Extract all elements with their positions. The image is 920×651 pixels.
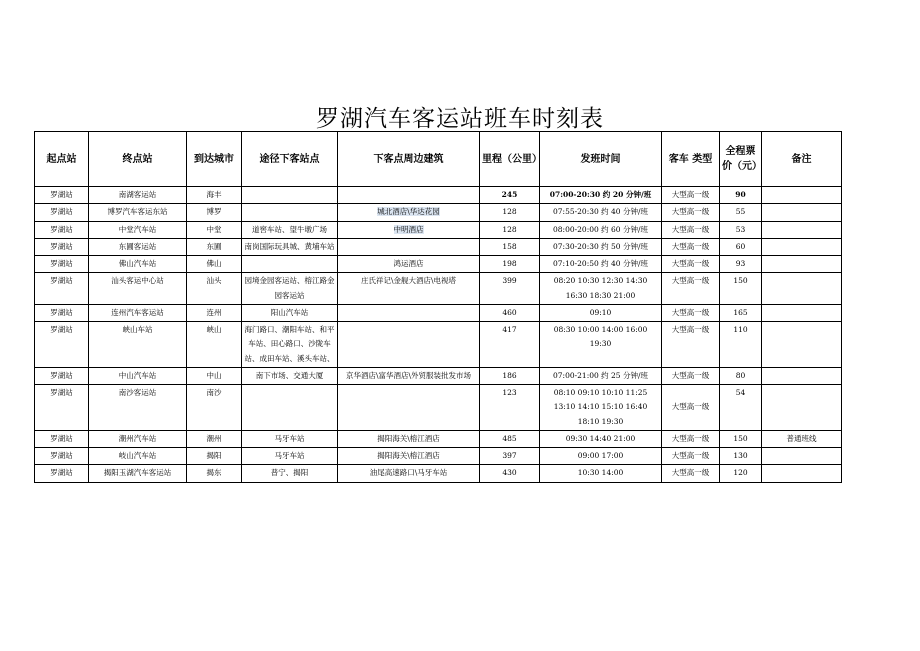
- cell-note: [762, 465, 842, 482]
- cell-distance: 128: [480, 221, 540, 238]
- cell-times: 09:10: [540, 304, 662, 321]
- cell-terminal: 博罗汽车客运东站: [89, 204, 187, 221]
- cell-city: 汕头: [187, 273, 242, 305]
- cell-distance: 397: [480, 448, 540, 465]
- table-row: [35, 304, 842, 321]
- cell-via: [242, 385, 338, 431]
- cell-city: 连州: [187, 304, 242, 321]
- cell-nearby: [338, 322, 480, 368]
- cell-note: [762, 385, 842, 431]
- cell-start: 罗湖站: [35, 204, 89, 221]
- header-row: [35, 132, 842, 187]
- cell-start: 罗湖站: [35, 385, 89, 431]
- table-row: [35, 187, 842, 204]
- cell-note: 普通班线: [762, 430, 842, 447]
- cell-city: 博罗: [187, 204, 242, 221]
- schedule-table: [34, 131, 842, 483]
- cell-terminal: 南沙客运站: [89, 385, 187, 431]
- cell-terminal: 东圃客运站: [89, 238, 187, 255]
- cell-terminal: 中堂汽车站: [89, 221, 187, 238]
- cell-price: 120: [720, 465, 762, 482]
- table-row: [35, 322, 842, 368]
- table-row: [35, 273, 842, 305]
- cell-price: 130: [720, 448, 762, 465]
- cell-terminal: 峡山车站: [89, 322, 187, 368]
- col-header-distance: 里程（公里）: [480, 132, 540, 187]
- cell-nearby: [338, 273, 480, 305]
- cell-price: 150: [720, 430, 762, 447]
- cell-distance: 485: [480, 430, 540, 447]
- col-header-price: 全程票价（元）: [720, 132, 762, 187]
- cell-price: 80: [720, 367, 762, 384]
- cell-nearby: [338, 367, 480, 384]
- cell-note: [762, 256, 842, 273]
- cell-distance: 158: [480, 238, 540, 255]
- col-header-bus-type: 客车 类型: [662, 132, 720, 187]
- cell-nearby: 鸿运酒店: [338, 256, 480, 273]
- cell-price: 110: [720, 322, 762, 368]
- cell-bus-type: 大型高一级: [662, 221, 720, 238]
- cell-nearby: [338, 221, 480, 238]
- cell-via: 普宁、揭阳: [242, 465, 338, 482]
- cell-price: 150: [720, 273, 762, 305]
- cell-start: 罗湖站: [35, 448, 89, 465]
- cell-start: 罗湖站: [35, 304, 89, 321]
- cell-note: [762, 367, 842, 384]
- col-header-start: 起点站: [35, 132, 89, 187]
- cell-bus-type: 大型高一级: [662, 385, 720, 431]
- cell-times: 08:10 09:10 10:10 11:25 13:10 14:10 15:10 16:40 18:10 19:30: [540, 385, 662, 431]
- cell-times: 07:30-20:30 约 50 分钟/班: [540, 238, 662, 255]
- cell-via: 道窖车站、望牛墩广场: [242, 221, 338, 238]
- cell-city: 峡山: [187, 322, 242, 368]
- cell-note: [762, 273, 842, 305]
- col-header-city: 到达城市: [187, 132, 242, 187]
- cell-via: 南下市场、交通大厦: [242, 367, 338, 384]
- cell-nearby: [338, 187, 480, 204]
- cell-nearby: [338, 448, 480, 465]
- cell-bus-type: 大型高一级: [662, 367, 720, 384]
- cell-start: 罗湖站: [35, 367, 89, 384]
- cell-note: [762, 322, 842, 368]
- cell-times: 07:00-21:00 约 25 分钟/班: [540, 367, 662, 384]
- col-header-nearby: 下客点周边建筑: [338, 132, 480, 187]
- cell-terminal: 潮州汽车站: [89, 430, 187, 447]
- cell-nearby: [338, 385, 480, 431]
- cell-bus-type: 大型高一级: [662, 465, 720, 482]
- cell-start: 罗湖站: [35, 273, 89, 305]
- cell-start: 罗湖站: [35, 465, 89, 482]
- cell-distance: 430: [480, 465, 540, 482]
- cell-city: 南沙: [187, 385, 242, 431]
- cell-bus-type: 大型高一级: [662, 256, 720, 273]
- cell-terminal: 中山汽车站: [89, 367, 187, 384]
- cell-via: 马牙车站: [242, 448, 338, 465]
- cell-terminal: 连州汽车客运站: [89, 304, 187, 321]
- cell-city: 中山: [187, 367, 242, 384]
- cell-via: 海门路口、潮阳车站、和平车站、田心路口、沙陇车站、成田车站、溪头车站、: [242, 322, 338, 368]
- cell-price: 60: [720, 238, 762, 255]
- cell-distance: 128: [480, 204, 540, 221]
- cell-bus-type: 大型高一级: [662, 448, 720, 465]
- cell-via: 南岗国际玩具城、黄埔车站: [242, 238, 338, 255]
- cell-start: 罗湖站: [35, 238, 89, 255]
- highlighted-text: 庄氏祥记\金舰大酒店\电视塔: [360, 276, 457, 286]
- cell-bus-type: 大型高一级: [662, 430, 720, 447]
- cell-city: 中堂: [187, 221, 242, 238]
- highlighted-text: 揭阳海关\榕江酒店: [377, 451, 440, 460]
- cell-times: 07:00-20:30 约 20 分钟/班: [540, 187, 662, 204]
- cell-nearby: [338, 430, 480, 447]
- cell-via: 马牙车站: [242, 430, 338, 447]
- cell-price: 93: [720, 256, 762, 273]
- table-row: [35, 221, 842, 238]
- cell-price: 54: [720, 385, 762, 431]
- cell-terminal: 岐山汽车站: [89, 448, 187, 465]
- cell-times: 08:30 10:00 14:00 16:00 19:30: [540, 322, 662, 368]
- cell-note: [762, 448, 842, 465]
- cell-times: 07:10-20:50 约 40 分钟/班: [540, 256, 662, 273]
- cell-via: 园境金园客运站、榕江路金园客运站: [242, 273, 338, 305]
- cell-start: 罗湖站: [35, 221, 89, 238]
- table-row: [35, 256, 842, 273]
- col-header-note: 备注: [762, 132, 842, 187]
- cell-note: [762, 187, 842, 204]
- cell-via: 阳山汽车站: [242, 304, 338, 321]
- cell-distance: 417: [480, 322, 540, 368]
- cell-start: 罗湖站: [35, 322, 89, 368]
- page-title: 罗湖汽车客运站班车时刻表: [316, 106, 604, 132]
- cell-city: 揭阳: [187, 448, 242, 465]
- cell-nearby: [338, 204, 480, 221]
- cell-note: [762, 304, 842, 321]
- cell-terminal: 揭阳玉湖汽车客运站: [89, 465, 187, 482]
- highlighted-text: 京华酒店\富华酒店\外贸服装批发市场: [345, 370, 472, 380]
- cell-note: [762, 221, 842, 238]
- cell-bus-type: 大型高一级: [662, 273, 720, 305]
- cell-via: [242, 256, 338, 273]
- cell-price: 165: [720, 304, 762, 321]
- cell-note: [762, 238, 842, 255]
- highlighted-text: 中明酒店: [393, 224, 424, 234]
- cell-via: [242, 204, 338, 221]
- cell-times: 10:30 14:00: [540, 465, 662, 482]
- cell-city: 佛山: [187, 256, 242, 273]
- cell-city: 揭东: [187, 465, 242, 482]
- table-row: [35, 204, 842, 221]
- highlighted-text: 城北酒店\华达花园: [377, 207, 440, 217]
- cell-distance: 245: [480, 187, 540, 204]
- cell-city: 东圃: [187, 238, 242, 255]
- cell-nearby: [338, 304, 480, 321]
- table-row: [35, 448, 842, 465]
- col-header-via: 途径下客站点: [242, 132, 338, 187]
- cell-price: 90: [720, 187, 762, 204]
- cell-terminal: 南湖客运站: [89, 187, 187, 204]
- cell-times: 08:00-20:00 约 60 分钟/班: [540, 221, 662, 238]
- cell-price: 53: [720, 221, 762, 238]
- cell-price: 55: [720, 204, 762, 221]
- cell-bus-type: 大型高一级: [662, 322, 720, 368]
- cell-times: 07:55-20:30 约 40 分钟/班: [540, 204, 662, 221]
- cell-city: 海丰: [187, 187, 242, 204]
- cell-note: [762, 204, 842, 221]
- col-header-times: 发班时间: [540, 132, 662, 187]
- table-row: [35, 367, 842, 384]
- table-row: [35, 238, 842, 255]
- cell-start: 罗湖站: [35, 256, 89, 273]
- cell-nearby: 油尾高速路口\马牙车站: [338, 465, 480, 482]
- cell-bus-type: 大型高一级: [662, 204, 720, 221]
- col-header-terminal: 终点站: [89, 132, 187, 187]
- cell-distance: 123: [480, 385, 540, 431]
- cell-via: [242, 187, 338, 204]
- cell-start: 罗湖站: [35, 187, 89, 204]
- cell-city: 潮州: [187, 430, 242, 447]
- table-row: [35, 385, 842, 431]
- cell-bus-type: 大型高一级: [662, 238, 720, 255]
- cell-bus-type: 大型高一级: [662, 304, 720, 321]
- cell-times: 09:30 14:40 21:00: [540, 430, 662, 447]
- highlighted-text: 揭阳海关\榕江酒店: [377, 433, 440, 443]
- cell-distance: 399: [480, 273, 540, 305]
- cell-times: 08:20 10:30 12:30 14:30 16:30 18:30 21:00: [540, 273, 662, 305]
- table-row: [35, 465, 842, 482]
- cell-distance: 186: [480, 367, 540, 384]
- cell-distance: 198: [480, 256, 540, 273]
- cell-distance: 460: [480, 304, 540, 321]
- cell-bus-type: 大型高一级: [662, 187, 720, 204]
- cell-start: 罗湖站: [35, 430, 89, 447]
- cell-times: 09:00 17:00: [540, 448, 662, 465]
- cell-terminal: 佛山汽车站: [89, 256, 187, 273]
- cell-nearby: [338, 238, 480, 255]
- cell-terminal: 汕头客运中心站: [89, 273, 187, 305]
- table-row: [35, 430, 842, 447]
